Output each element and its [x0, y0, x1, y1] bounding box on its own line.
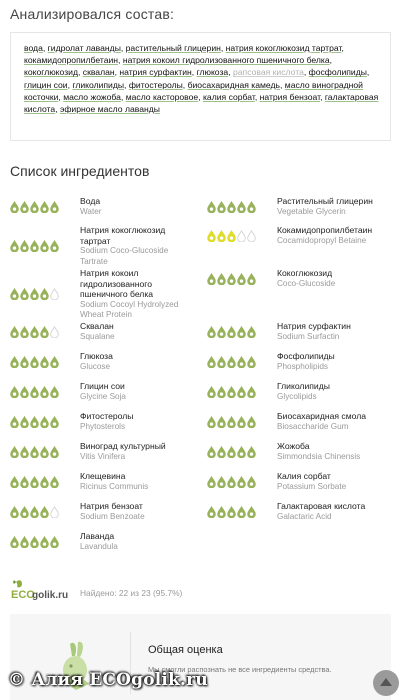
- drop-icon: [247, 446, 256, 458]
- drop-icon: [247, 273, 256, 285]
- drop-icon: [227, 326, 236, 338]
- drop-icon: [227, 201, 236, 213]
- ingredient-name-latin: Galactaric Acid: [277, 511, 332, 521]
- composition-ingredient-link[interactable]: кокамидопропилбетаин: [24, 55, 119, 66]
- drop-icon: [227, 356, 236, 368]
- drop-icon: [30, 201, 39, 213]
- drop-icon: [50, 416, 59, 428]
- ingredient-row: [10, 531, 401, 561]
- safety-rating: [10, 356, 59, 368]
- drop-icon: [217, 356, 226, 368]
- safety-rating: [207, 506, 256, 518]
- drop-icon: [50, 240, 59, 252]
- drop-icon: [247, 201, 256, 213]
- ingredient-row: [10, 381, 401, 411]
- ingredient-name-ru: Натрия бензоат: [80, 501, 143, 511]
- drop-icon: [227, 230, 236, 242]
- composition-ingredient-link[interactable]: глицин сои: [24, 79, 68, 90]
- drop-icon: [247, 476, 256, 488]
- ingredient-name-ru: пшеничного белка: [80, 289, 154, 299]
- drop-icon: [50, 446, 59, 458]
- composition-ingredient-link[interactable]: кокоглюкозид: [24, 67, 78, 78]
- drop-icon: [20, 326, 29, 338]
- ingredient-name-latin: Wheat Protein: [80, 310, 132, 319]
- ingredients-list-title: Список ингредиентов: [10, 163, 150, 179]
- drop-icon: [207, 446, 216, 458]
- drop-icon: [40, 386, 49, 398]
- drop-icon: [247, 386, 256, 398]
- safety-rating: [10, 506, 59, 518]
- drop-icon: [30, 506, 39, 518]
- drop-icon: [30, 476, 39, 488]
- drop-icon: [237, 416, 246, 428]
- ingredient-row: [10, 196, 401, 225]
- composition-ingredient-link[interactable]: галактаровая кислота: [24, 91, 379, 115]
- ingredient-name-ru: Виноград культурный: [80, 441, 166, 451]
- ingredient-name-latin: Potassium Sorbate: [277, 481, 347, 491]
- drop-icon: [40, 201, 49, 213]
- composition-ingredient-link[interactable]: масло касторовое: [125, 91, 199, 102]
- ingredient-name-ru: Сквалан: [80, 321, 114, 331]
- scroll-to-top-button[interactable]: [373, 670, 399, 696]
- ingredient-name-latin: Sodium Surfactin: [277, 331, 340, 341]
- ingredient-name-ru: тартрат: [80, 235, 111, 246]
- safety-rating: [10, 386, 59, 398]
- composition-ingredient-link[interactable]: вода: [24, 43, 43, 53]
- ecogolik-logo[interactable]: [10, 578, 72, 602]
- drop-icon: [20, 446, 29, 458]
- ingredient-name-ru: Гликолипиды: [277, 381, 330, 391]
- drop-icon: [30, 386, 39, 398]
- ingredient-row: [10, 501, 401, 531]
- watermark: © Алия ECOgolik.ru: [8, 670, 208, 690]
- safety-rating: [10, 326, 59, 338]
- composition-ingredient-link[interactable]: гликолипиды: [72, 79, 125, 90]
- drop-icon: [50, 356, 59, 368]
- ingredient-name-ru: Фитостеролы: [80, 411, 134, 421]
- drop-icon: [10, 416, 19, 428]
- ingredient-name-ru: Глюкоза: [80, 351, 113, 361]
- ingredient-name-latin: Phospholipids: [277, 361, 328, 371]
- ingredient-name-ru: Натрия сурфактин: [277, 321, 351, 331]
- ingredient-row: [10, 321, 401, 351]
- composition-ingredient-link[interactable]: натрия сурфактин: [119, 67, 192, 78]
- drop-icon: [50, 288, 59, 300]
- ingredient-name-latin: Phytosterols: [80, 421, 126, 431]
- ingredient-name-latin: Glycine Soja: [80, 391, 126, 401]
- drop-icon: [50, 386, 59, 398]
- drop-icon: [10, 536, 19, 548]
- svg-text:ECO: ECO: [11, 589, 35, 601]
- safety-rating: [10, 536, 59, 548]
- drop-icon: [30, 288, 39, 300]
- drop-icon: [247, 506, 256, 518]
- composition-ingredient-link[interactable]: натрия кокоил гидролизованного пшеничного белка: [122, 55, 330, 66]
- drop-icon: [20, 240, 29, 252]
- drop-icon: [40, 356, 49, 368]
- drop-icon: [40, 446, 49, 458]
- drop-icon: [237, 356, 246, 368]
- drop-icon: [40, 288, 49, 300]
- drop-icon: [247, 230, 256, 242]
- ingredient-name-ru: Кокоглюкозид: [277, 268, 333, 278]
- drop-icon: [237, 326, 246, 338]
- ingredient-name-ru: Биосахаридная смола: [277, 411, 367, 421]
- drop-icon: [40, 536, 49, 548]
- drop-icon: [20, 416, 29, 428]
- composition-ingredient-link[interactable]: эфирное масло лаванды: [59, 104, 160, 115]
- drop-icon: [10, 326, 19, 338]
- drop-icon: [40, 506, 49, 518]
- drop-icon: [227, 386, 236, 398]
- ingredient-name-latin: Cocamidopropyl Betaine: [277, 235, 367, 245]
- drop-icon: [10, 386, 19, 398]
- drop-icon: [207, 386, 216, 398]
- drop-icon: [207, 230, 216, 242]
- ingredient-name-latin: Simmondsia Chinensis: [277, 451, 361, 461]
- safety-rating: [10, 476, 59, 488]
- safety-rating: [207, 356, 256, 368]
- overall-title: Общая оценка: [148, 644, 223, 656]
- drop-icon: [237, 230, 246, 242]
- ingredient-row: [10, 411, 401, 441]
- ingredient-name-ru: Натрия кокоглюкозид: [80, 225, 166, 235]
- ingredient-name-latin: Ricinus Communis: [80, 481, 149, 491]
- drop-icon: [30, 240, 39, 252]
- ingredient-name-latin: Tartrate: [80, 256, 108, 266]
- overall-note: Мы смогли распознать не все ингредиенты средства.: [148, 665, 332, 674]
- drop-icon: [207, 273, 216, 285]
- drop-icon: [237, 446, 246, 458]
- composition-ingredient-link[interactable]: сквалан: [82, 67, 115, 78]
- drop-icon: [20, 288, 29, 300]
- drop-icon: [207, 416, 216, 428]
- composition-ingredient-link[interactable]: масло виноградной косточки: [24, 79, 363, 102]
- ingredient-name-latin: Coco-Glucoside: [277, 278, 336, 288]
- safety-rating: [207, 273, 256, 285]
- ingredient-name-ru: Фосфолипиды: [277, 351, 335, 361]
- drop-icon: [217, 506, 226, 518]
- composition-ingredient-link[interactable]: глюкоза: [196, 67, 229, 78]
- drop-icon: [207, 326, 216, 338]
- drop-icon: [30, 536, 39, 548]
- drop-icon: [217, 476, 226, 488]
- ingredient-row: [10, 441, 401, 471]
- drop-icon: [217, 416, 226, 428]
- drop-icon: [20, 356, 29, 368]
- safety-rating: [207, 446, 256, 458]
- drop-icon: [247, 416, 256, 428]
- drop-icon: [30, 446, 39, 458]
- ingredient-row: [10, 268, 401, 321]
- drop-icon: [227, 476, 236, 488]
- drop-icon: [10, 476, 19, 488]
- safety-rating: [207, 386, 256, 398]
- ingredient-row: [10, 351, 401, 381]
- ingredient-name-latin: Sodium Coco-Glucoside: [80, 246, 169, 255]
- drop-icon: [227, 273, 236, 285]
- ingredient-name-latin: Glucose: [80, 361, 111, 371]
- drop-icon: [10, 240, 19, 252]
- drop-icon: [10, 446, 19, 458]
- drop-icon: [10, 506, 19, 518]
- ingredient-name-ru: Лаванда: [80, 531, 115, 541]
- drop-icon: [20, 201, 29, 213]
- drop-icon: [20, 476, 29, 488]
- drop-icon: [237, 201, 246, 213]
- ingredient-row: [10, 471, 401, 501]
- drop-icon: [207, 201, 216, 213]
- ingredient-name-latin: Squalane: [80, 331, 115, 341]
- composition-box: вода, гидролат лаванды, растительный глицерин, натрия кокоглюкозид тартрат, кокамидопропилбетаин, натрия кокоил гидролизованного пшеничного белка, кокоглюкозид, сквалан, натрия сурфактин, глюкоза, рапсовая кислота, фосфолипиды, глицин сои, гликолипиды, фитостеролы, биосахаридная камедь, масло виноградной косточки, масло жожоба, масло касторовое, калия сорбат, натрия бензоат, галактаровая кислота, эфирное масло лаванды: [10, 32, 391, 141]
- safety-rating: [10, 240, 59, 252]
- composition-ingredient-link[interactable]: растительный глицерин: [125, 43, 221, 53]
- safety-rating: [10, 446, 59, 458]
- safety-rating: [10, 416, 59, 428]
- drop-icon: [10, 356, 19, 368]
- drop-icon: [40, 476, 49, 488]
- ingredient-name-latin: Lavandula: [80, 541, 118, 551]
- drop-icon: [227, 446, 236, 458]
- drop-icon: [30, 326, 39, 338]
- drop-icon: [237, 273, 246, 285]
- safety-rating: [207, 476, 256, 488]
- ingredient-name-ru: Калия сорбат: [277, 471, 331, 481]
- drop-icon: [207, 476, 216, 488]
- safety-rating: [207, 326, 256, 338]
- ingredient-name-ru: Растительный глицерин: [277, 196, 373, 206]
- composition-ingredient-link[interactable]: натрия кокоглюкозид тартрат: [225, 43, 342, 53]
- composition-ingredient-link[interactable]: рапсовая кислота: [233, 67, 304, 78]
- composition-ingredient-link[interactable]: масло жожоба: [63, 91, 121, 102]
- drop-icon: [50, 326, 59, 338]
- drop-icon: [50, 506, 59, 518]
- ingredient-name-ru: гидролизованного: [80, 278, 153, 289]
- drop-icon: [217, 273, 226, 285]
- drop-icon: [247, 356, 256, 368]
- drop-icon: [40, 326, 49, 338]
- ingredient-name-latin: Vegetable Glycerin: [277, 206, 346, 216]
- ingredient-name-ru: Натрия кокоил: [80, 268, 139, 278]
- drop-icon: [50, 536, 59, 548]
- ingredient-name-latin: Sodium Benzoate: [80, 511, 145, 521]
- drop-icon: [30, 416, 39, 428]
- ingredient-name-ru: Вода: [80, 196, 101, 206]
- ingredient-name-latin: Water: [80, 206, 102, 216]
- drop-icon: [207, 506, 216, 518]
- drop-icon: [217, 326, 226, 338]
- safety-rating: [10, 201, 59, 213]
- ingredient-name-ru: Галактаровая кислота: [277, 501, 366, 511]
- safety-rating: [207, 201, 256, 213]
- composition-ingredient-link[interactable]: биосахаридная камедь: [187, 79, 281, 90]
- ingredient-name-ru: Клещевина: [80, 471, 126, 481]
- drop-icon: [10, 201, 19, 213]
- drop-icon: [237, 506, 246, 518]
- drop-icon: [237, 476, 246, 488]
- ingredient-name-latin: Sodium Cocoyl Hydrolyzed: [80, 299, 179, 309]
- composition-ingredient-link[interactable]: калия сорбат: [202, 91, 255, 102]
- drop-icon: [40, 240, 49, 252]
- drop-icon: [247, 326, 256, 338]
- analyzed-title: Анализировался состав:: [10, 6, 175, 22]
- ingredient-name-ru: Кокамидопропилбетаин: [277, 225, 373, 235]
- drop-icon: [40, 416, 49, 428]
- composition-ingredient-link[interactable]: фосфолипиды: [308, 67, 367, 78]
- composition-ingredient-link[interactable]: натрия бензоат: [259, 91, 321, 102]
- drop-icon: [20, 386, 29, 398]
- drop-icon: [237, 386, 246, 398]
- ingredient-name-ru: Глицин сои: [80, 381, 125, 391]
- safety-rating: [207, 230, 256, 242]
- drop-icon: [20, 536, 29, 548]
- drop-icon: [30, 356, 39, 368]
- found-count: Найдено: 22 из 23 (95.7%): [80, 588, 183, 598]
- drop-icon: [20, 506, 29, 518]
- drop-icon: [227, 506, 236, 518]
- composition-ingredient-link[interactable]: фитостеролы: [128, 79, 183, 90]
- safety-rating: [10, 288, 59, 300]
- safety-rating: [207, 416, 256, 428]
- drop-icon: [50, 201, 59, 213]
- ingredient-name-latin: Vitis Vinifera: [80, 451, 126, 461]
- svg-text:golik.ru: golik.ru: [32, 590, 69, 601]
- composition-ingredient-link[interactable]: гидролат лаванды: [47, 43, 121, 53]
- drop-icon: [50, 476, 59, 488]
- drop-icon: [10, 288, 19, 300]
- drop-icon: [217, 230, 226, 242]
- ingredient-row: [10, 225, 401, 268]
- ingredient-name-latin: Biosaccharide Gum: [277, 421, 349, 431]
- drop-icon: [207, 356, 216, 368]
- ingredient-name-latin: Glycolipids: [277, 391, 317, 401]
- drop-icon: [227, 416, 236, 428]
- drop-icon: [217, 446, 226, 458]
- ingredient-name-ru: Жожоба: [277, 441, 310, 451]
- drop-icon: [217, 201, 226, 213]
- drop-icon: [217, 386, 226, 398]
